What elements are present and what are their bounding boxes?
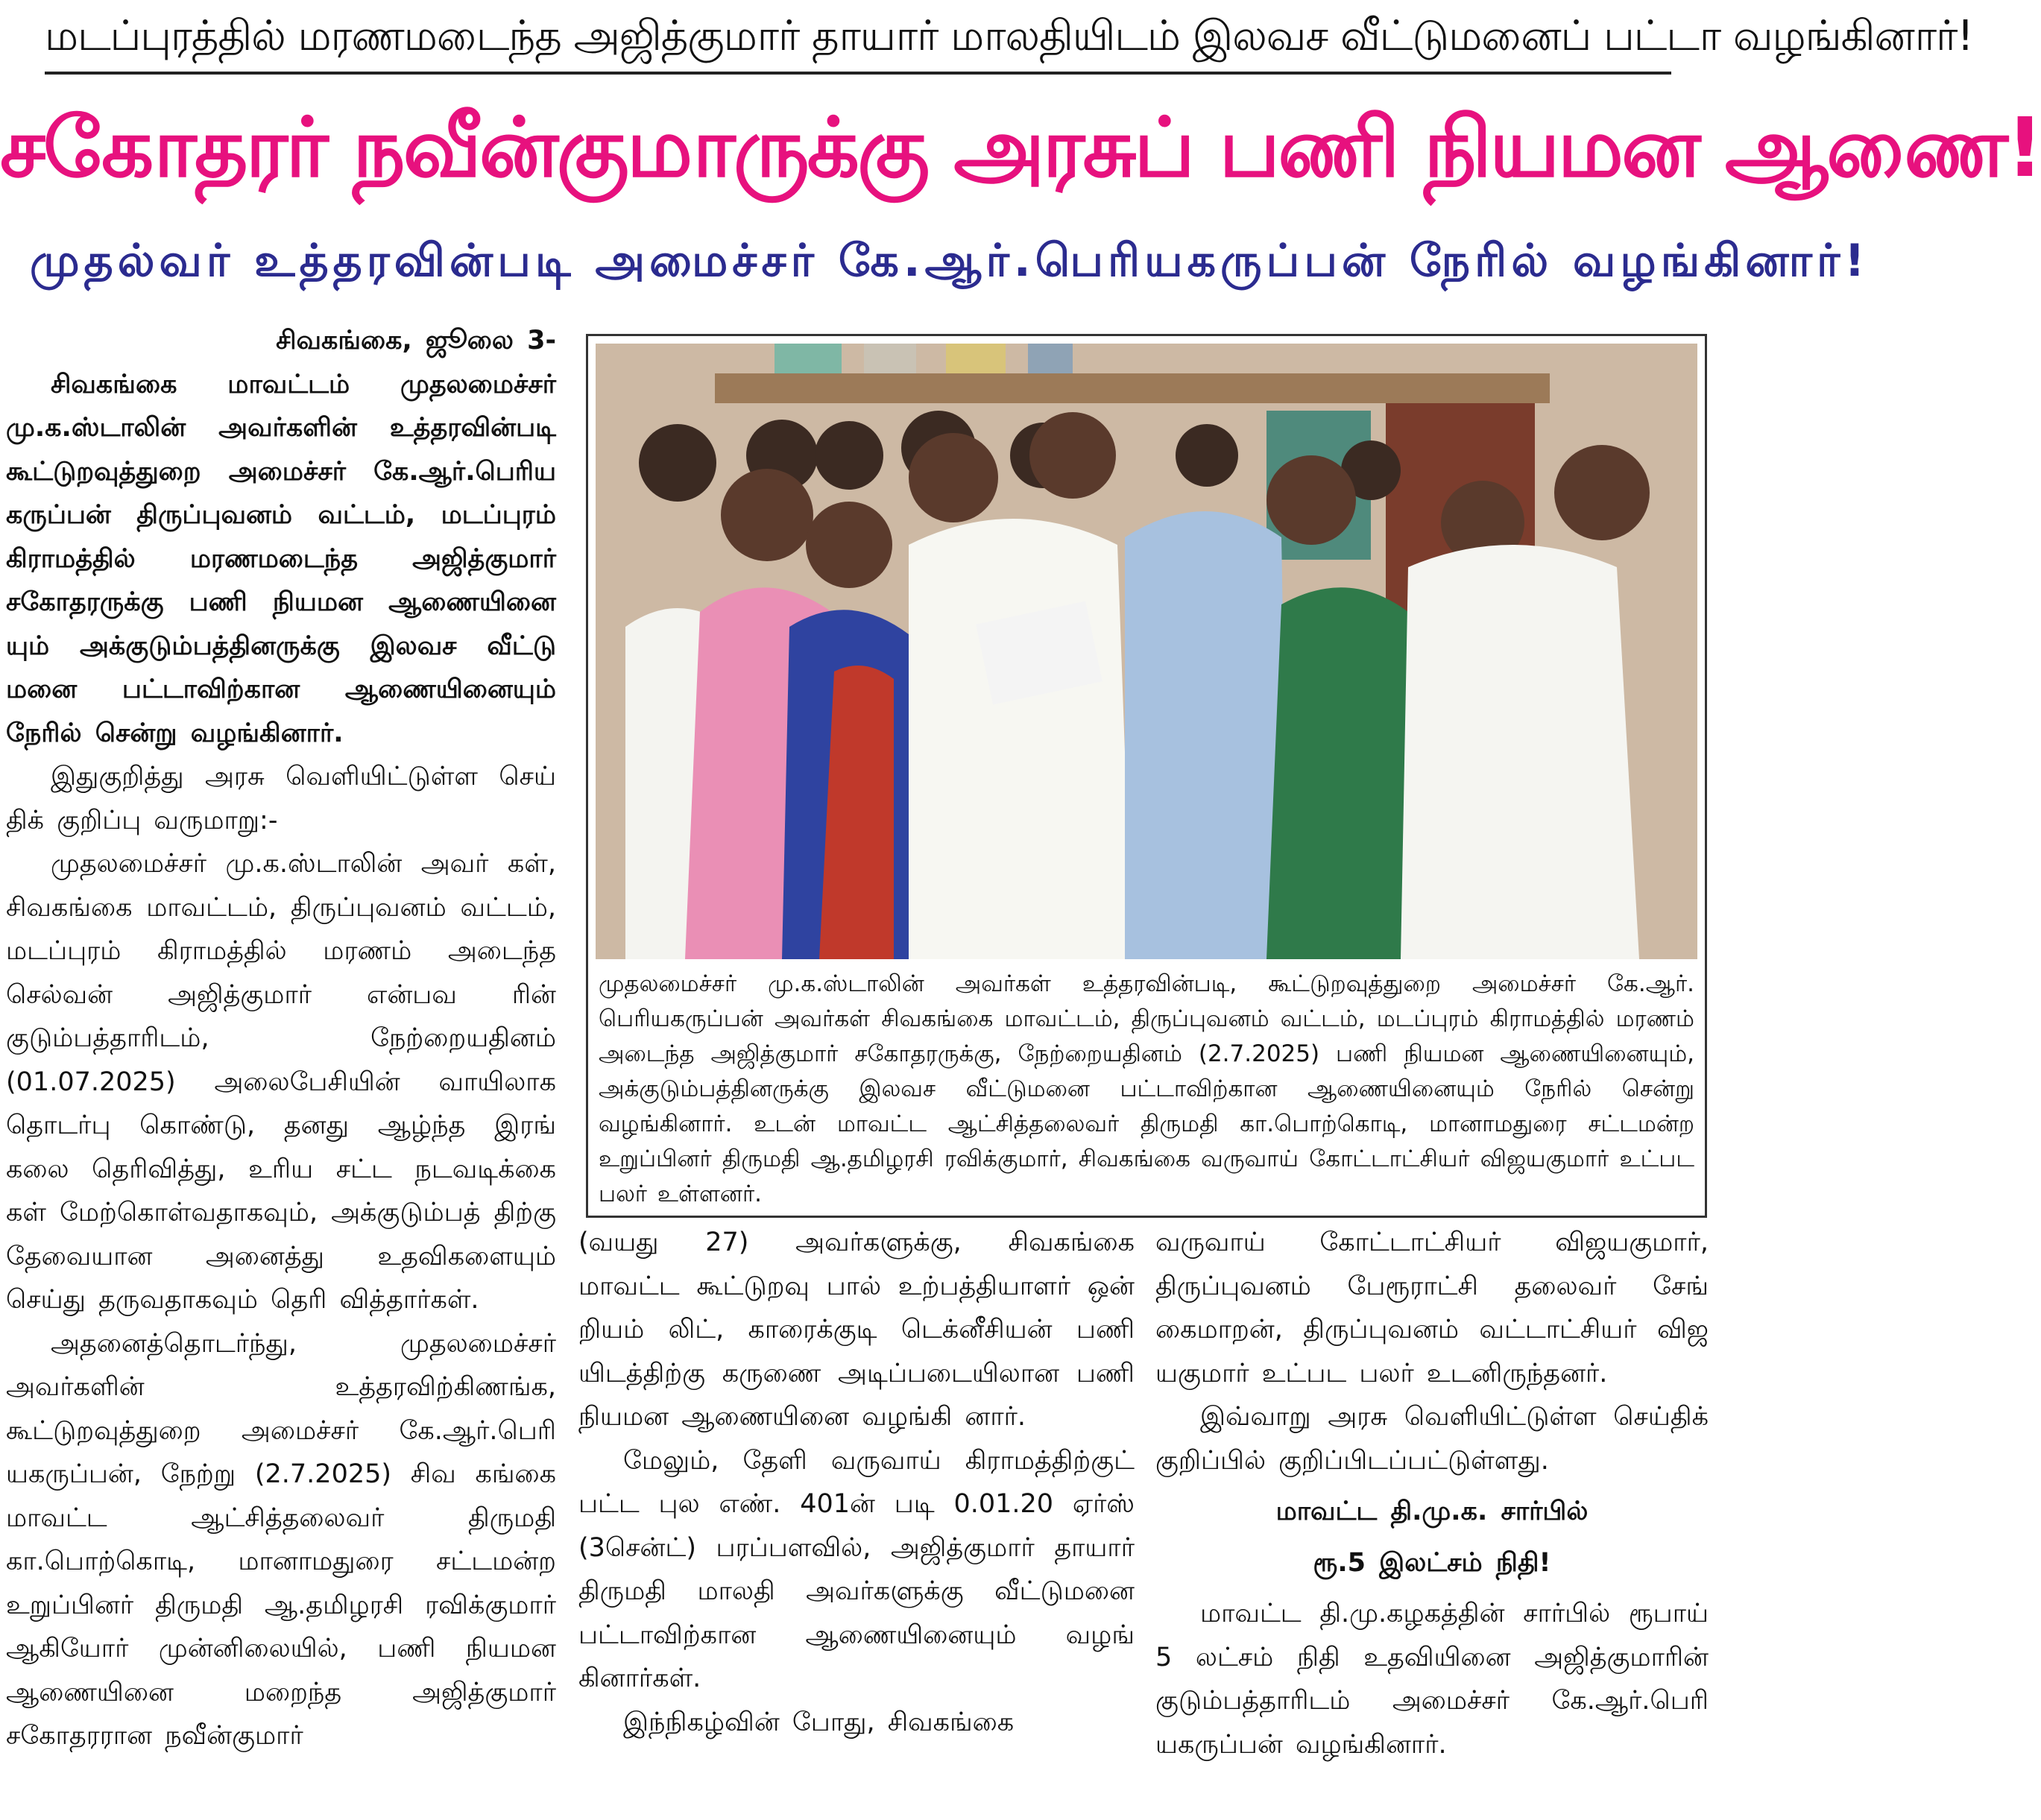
photo-frame	[586, 334, 1707, 1218]
paragraph: முதலமைச்சர் மு.க.ஸ்டாலின் அவர் கள், சிவகங்கை மாவட்டம், திருப்புவனம் வட்டம், மடப்புரம் கிராமத்தில் மரணம் அடைந்த செல்வன் அஜித்குமார் என்பவ ரின் குடும்பத்தாரிடம், நேற்றையதினம் (01.07.2025) அலைபேசியின் வாயிலாக தொடர்பு கொண்டு, தனது ஆழ்ந்த இரங் கலை தெரிவித்து, உரிய சட்ட நடவடிக்கை கள் மேற்கொள்வதாகவும், அக்குடும்பத் திற்கு தேவையான அனைத்து உதவிகளையும் செய்து தருவதாகவும் தெரி வித்தார்கள்.	[6, 849, 556, 1315]
article-column-1	[6, 319, 556, 1817]
photo-caption: முதலமைச்சர் மு.க.ஸ்டாலின் அவர்கள் உத்தரவின்படி, கூட்டுறவுத்துறை அமைச்சர் கே.ஆர். பெரியகருப்பன் அவர்கள் சிவகங்கை மாவட்டம், திருப்புவனம் வட்டம், மடப்புரம் கிராமத்தில் மரணம் அடைந்த அஜித்குமார் சகோதரருக்கு, நேற்றையதினம் (2.7.2025) பணி நியமன ஆணையினையும், அக்குடும்பத்தினருக்கு இலவச வீட்டுமனை பட்டாவிற்கான ஆணையினையும் நேரில் சென்று வழங்கினார். உடன் மாவட்ட ஆட்சித்தலைவர் திருமதி கா.பொற்கொடி, மானாமதுரை சட்டமன்ற உறுப்பினர் திருமதி ஆ.தமிழரசி ரவிக்குமார், சிவகங்கை வருவாய் கோட்டாட்சியர் விஜயகுமார் உட்பட பலர் உள்ளனர்.	[599, 970, 1694, 1207]
kicker-headline: மடப்புரத்தில் மரணமடைந்த அஜித்குமார் தாயார் மாலதியிடம் இலவச வீட்டுமனைப் பட்டா வழங்கினார்!	[45, 12, 1973, 60]
paragraph: இந்நிகழ்வின் போது, சிவகங்கை	[623, 1707, 1015, 1737]
paragraph: மாவட்ட தி.மு.கழகத்தின் சார்பில் ரூபாய் 5 லட்சம் நிதி உதவியினை அஜித்குமாரின் குடும்பத்தாரிடம் அமைச்சர் கே.ஆர்.பெரி யகருப்பன் வழங்கினார்.	[1155, 1599, 1709, 1760]
paragraph: வருவாய் கோட்டாட்சியர் விஜயகுமார், திருப்புவனம் பேரூராட்சி தலைவர் சேங் கைமாறன், திருப்புவனம் வட்டாட்சியர் விஜ யகுமார் உட்பட பலர் உடனிருந்தனர்.	[1155, 1227, 1709, 1388]
paragraph: மேலும், தேளி வருவாய் கிராமத்திற்குட் பட்ட புல எண். 401ன் படி 0.01.20 ஏர்ஸ் (3சென்ட்) பரப்பளவில், அஜித்குமார் தாயார் திருமதி மாலதி அவர்களுக்கு வீட்டுமனை பட்டாவிற்கான ஆணையினையும் வழங் கினார்கள்.	[578, 1445, 1135, 1693]
article-column-2	[578, 1221, 1135, 1817]
paragraph: (வயது 27) அவர்களுக்கு, சிவகங்கை மாவட்ட கூட்டுறவு பால் உற்பத்தியாளர் ஒன் றியம் லிட், காரைக்குடி டெக்னீசியன் பணி யிடத்திற்கு கருணை அடிப்படையிலான பணி நியமன ஆணையினை வழங்கி னார்.	[578, 1227, 1135, 1432]
article-column-3	[1155, 1221, 1709, 1817]
paragraph: அதனைத்தொடர்ந்து, முதலமைச்சர் அவர்களின் உத்தரவிற்கிணங்க, கூட்டுறவுத்துறை அமைச்சர் கே.ஆர்.பெரி யகருப்பன், நேற்று (2.7.2025) சிவ கங்கை மாவட்ட ஆட்சித்தலைவர் திருமதி கா.பொற்கொடி, மானாமதுரை சட்டமன்ற உறுப்பினர் திருமதி ஆ.தமிழரசி ரவிக்குமார் ஆகியோர் முன்னிலையில், பணி நியமன ஆணையினை மறைந்த அஜித்குமார் சகோதரரான நவீன்குமார்	[6, 1328, 556, 1751]
kicker-rule	[45, 72, 1671, 75]
lead-paragraph: சிவகங்கை மாவட்டம் முதலமைச்சர் மு.க.ஸ்டாலின் அவர்களின் உத்தரவின்படி கூட்டுறவுத்துறை அமைச்சர் கே.ஆர்.பெரிய கருப்பன் திருப்புவனம் வட்டம், மடப்புரம் கிராமத்தில் மரணமடைந்த அஜித்குமார் சகோதரருக்கு பணி நியமன ஆணையினை யும் அக்குடும்பத்தினருக்கு இலவச வீட்டு மனை பட்டாவிற்கான ஆணையினையும் நேரில் சென்று வழங்கினார்.	[6, 369, 556, 748]
section-subheading: மாவட்ட தி.மு.க. சார்பில்	[1275, 1497, 1589, 1526]
paragraph: இதுகுறித்து அரசு வெளியிட்டுள்ள செய் திக் குறிப்பு வருமாறு:-	[6, 762, 556, 835]
subheadline: முதல்வர் உத்தரவின்படி அமைச்சர் கே.ஆர்.பெரியகருப்பன் நேரில் வழங்கினார்!	[30, 235, 1870, 287]
main-headline: சகோதரர் நவீன்குமாருக்கு அரசுப் பணி நியமன ஆணை!	[0, 100, 2041, 195]
paragraph: இவ்வாறு அரசு வெளியிட்டுள்ள செய்திக் குறிப்பில் குறிப்பிடப்பட்டுள்ளது.	[1155, 1402, 1709, 1476]
news-photo	[596, 344, 1697, 959]
section-subheading: ரூ.5 இலட்சம் நிதி!	[1313, 1547, 1551, 1578]
dateline: சிவகங்கை, ஜூலை 3-	[276, 326, 556, 356]
photo-illustration	[596, 344, 1697, 959]
